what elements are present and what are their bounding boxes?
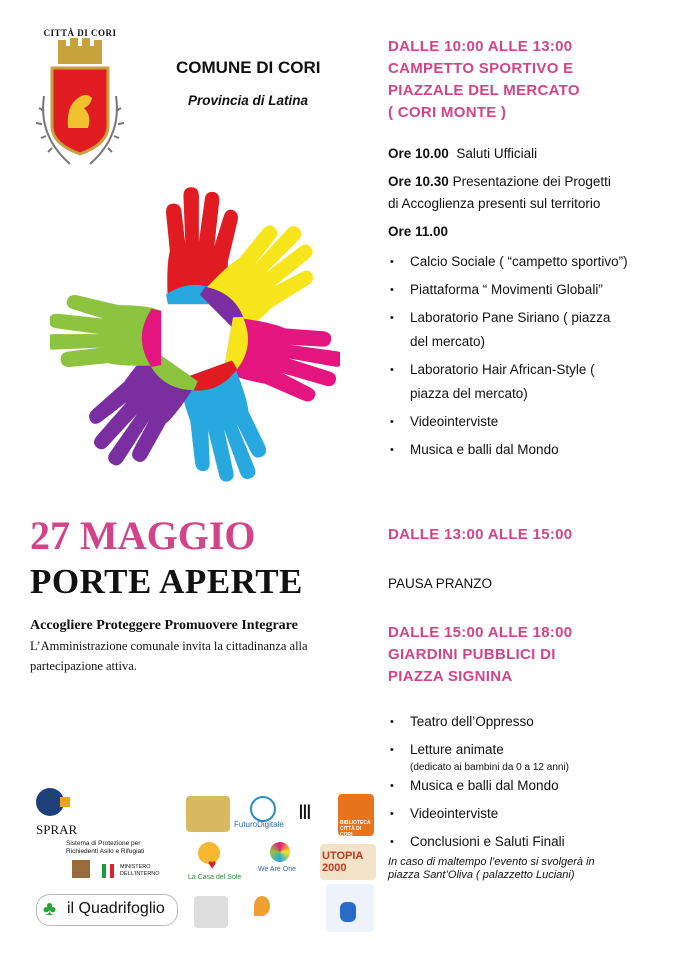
quadrifoglio-logo [36, 894, 178, 926]
event-invite: L’Amministrazione comunale invita la cittadinanza alla partecipazione attiva. [30, 639, 308, 673]
list-item: • Piattaforma “ Movimenti Globali” [388, 278, 628, 302]
section1 [388, 36, 668, 462]
crest-text: CITTÀ DI CORI [43, 28, 117, 38]
section3-heading-line: PIAZZA SIGNINA [388, 668, 513, 685]
list-item: • Videointerviste [388, 410, 628, 434]
casa-name: La Casa del Sole [188, 874, 242, 881]
list-item [388, 738, 668, 774]
schedule-row [388, 140, 668, 168]
list-item: • Conclusioni e Saluti Finali [388, 830, 668, 854]
schedule-time: Ore 10.00 [388, 146, 449, 161]
section2-heading: DALLE 13:00 ALLE 15:00 [388, 526, 573, 543]
ministero-label: MINISTERO DELL'INTERNO [120, 864, 160, 877]
bee-logo [186, 796, 230, 832]
list-item: • Teatro dell’Oppresso [388, 710, 668, 734]
section1-heading-line: ( CORI MONTE ) [388, 104, 507, 121]
list-item: • Musica e balli dal Mondo [388, 774, 668, 798]
event-title: PORTE APERTE [30, 562, 303, 601]
eye-logo [194, 896, 228, 928]
list-item: • Calcio Sociale ( “campetto sportivo”) [388, 250, 628, 274]
schedule-row [388, 218, 668, 246]
flag-icon [102, 864, 114, 878]
futuro-icon [250, 796, 276, 822]
section2-text: PAUSA PRANZO [388, 576, 493, 591]
heart-icon: ♥ [208, 856, 217, 872]
we-are-one-name: We Are One [258, 866, 297, 873]
sprar-name: SPRAR [36, 822, 78, 837]
crest-icon [30, 36, 130, 176]
schedule-time: Ore 11.00 [388, 224, 449, 239]
section3-heading-line: DALLE 15:00 ALLE 18:00 [388, 624, 573, 641]
city-crest [30, 28, 130, 178]
sprar-subtitle: Sistema di Protezione per Richiedenti Asilo e Rifugiati [66, 840, 145, 855]
quadrifoglio-name: il Quadrifoglio [67, 900, 165, 917]
list-item: • Laboratorio Hair African-Style ( piazza del mercato) [388, 358, 628, 406]
butterfly-logo [252, 890, 312, 930]
event-date: 27 MAGGIO [30, 513, 256, 558]
casa-del-sole-logo [184, 842, 244, 886]
section3 [388, 622, 668, 882]
list-item-label: Letture animate [410, 742, 504, 757]
schedule-time: Ore 10.30 [388, 174, 449, 189]
section3-heading-line: GIARDINI PUBBLICI DI [388, 646, 556, 663]
provincia-subtitle: Provincia di Latina [188, 93, 309, 108]
schedule-text: Presentazione dei Progetti [452, 174, 611, 189]
section1-heading-line: CAMPETTO SPORTIVO E [388, 60, 574, 77]
utopia-name: UTOPIA 2000 [322, 850, 363, 874]
list-item: • Laboratorio Pane Siriano ( piazza del mercato) [388, 306, 628, 354]
event-tagline: Accogliere Proteggere Promuovere Integrare [30, 618, 298, 633]
futurodigitale-logo [234, 796, 294, 832]
letture-note: (dedicato ai bambini da 0 a 12 anni) [410, 762, 569, 773]
schedule-text: Saluti Ufficiali [456, 146, 538, 161]
player-icon [340, 902, 356, 922]
butterfly-icon [254, 896, 270, 916]
section1-heading-line: PIAZZALE DEL MERCATO [388, 82, 580, 99]
we-are-one-logo [252, 842, 312, 886]
schedule-text: di Accoglienza presenti sul territorio [388, 196, 601, 211]
biblioteca-logo [338, 794, 374, 836]
sport-logo [326, 884, 374, 932]
hand-green [50, 295, 161, 367]
rain-note: In caso di maltempo l’evento si svolgerà in piazza Sant’Oliva ( palazzetto Luciani) [388, 856, 595, 881]
futuro-name: FuturoDigitale [234, 820, 284, 829]
hands-circle-illustration [50, 178, 340, 498]
clover-icon: ♣ [43, 898, 57, 920]
globe-icon [270, 842, 290, 862]
comune-title: COMUNE DI CORI [176, 58, 321, 77]
utopia-logo [320, 844, 376, 880]
schedule-row [388, 190, 668, 218]
sprar-logo [36, 788, 166, 888]
column-icon: Ⅲ [298, 802, 312, 824]
list-item: • Musica e balli dal Mondo [388, 438, 628, 462]
section1-heading-line: DALLE 10:00 ALLE 13:00 [388, 38, 573, 55]
list-item: • Videointerviste [388, 802, 668, 826]
biblioteca-name: BIBLIOTECA CITTÀ DI CORI [340, 820, 371, 838]
